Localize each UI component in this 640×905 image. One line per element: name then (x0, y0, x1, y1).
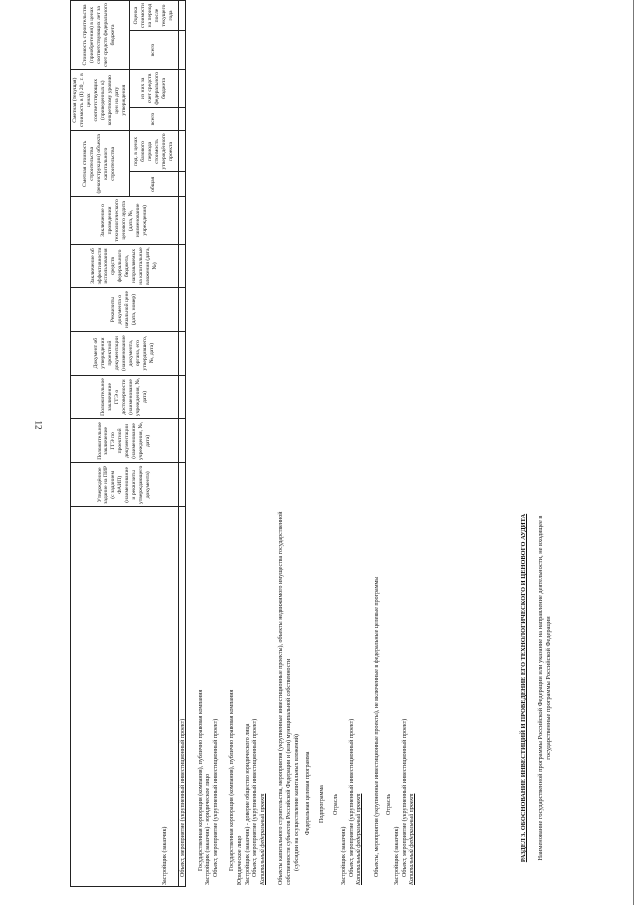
header-3: Положительное заключение ГГЭ о достоверности (наименование учреждения, №, дата) (71, 375, 179, 419)
row-label: Федеральная целевая программа (305, 751, 312, 835)
row-label: Объект, мероприятие (укрупненный инвестиционный проект) (252, 718, 259, 877)
row-label: Капитальный федеральный проект (356, 793, 363, 885)
row-label: Объекты, мероприятия (укрупненные инвестиционные проекты), не включенные в федеральные целевые программы (374, 576, 381, 877)
header-row (71, 1, 130, 887)
subheader-smeta-base: под. в ценах базового периода стоимость утверждённого проекта (129, 131, 178, 172)
body-cell-4 (178, 375, 185, 419)
row-label: Капитальный федеральный проект (260, 793, 267, 885)
subheader-current-total: всего (129, 107, 178, 131)
subheader-cost-total: всего (129, 31, 178, 70)
section-heading: РАЗДЕЛ 3. ОБОСНОВАНИЕ ИНВЕСТИЦИЙ И ПРОВЕДЕНИЕ ЕГО ТЕХНОЛОГИЧЕСКОГО И ЦЕНОВОГО АУДИТА (520, 513, 527, 863)
row-label: (субсидии на осуществление капитальных вложений) (293, 734, 300, 871)
subheader-current-fed: из них за счет средств федерального бюджета (129, 69, 178, 107)
row-label: Капитальный федеральный проект (409, 793, 416, 885)
page-number: 12 (33, 420, 44, 430)
body-cell-7 (178, 244, 185, 288)
row-label: Объект, мероприятие (укрупненный инвестиционный проект) (179, 718, 186, 877)
section-3 (520, 493, 554, 883)
body-cell-11 (178, 107, 185, 131)
row-label: Отрасль (332, 793, 339, 815)
body-cell-13 (178, 31, 185, 70)
body-cell-14 (178, 1, 185, 31)
row-label: Государственная корпорация (компания), публично правовая компания (197, 689, 204, 871)
row-label: Объекты капитального строительства, мероприятия (укрупненные инвестиционные проекты), объекты недвижимого имущества государственной собственности субъектов Российской Федерации и (или) муниципальной собственности (277, 511, 292, 885)
body-cell-10 (178, 131, 185, 172)
body-cell-6 (178, 288, 185, 331)
section-paragraph: Наименование государственной программы Российской Федерации или указание на направление деятельности, не входящее в государственные программы Российской Федерации (536, 515, 553, 861)
header-10: Стоимость строительства (приобретения) в ценах соответствующих лет за счет средств федерального бюджета (71, 1, 130, 70)
header-7: Заключение о проведении технологического ценового аудита (дата, №, наименование учреждения) (71, 197, 179, 244)
subheader-cost-after: Оценка стоимости на период после текущего года (129, 1, 178, 31)
header-4: Документ об утверждении проектной документации (наименование документа, органа, его утвердившего, №, дата) (71, 331, 179, 375)
header-9: Сметная (текущая) стоимость в (I) 20_ г. в ценах соответствующих (приведенных к) конкретному уровню цен на дату утверждения (71, 69, 130, 130)
body-cell-9 (178, 172, 185, 197)
body-cell-3 (178, 419, 185, 463)
row-label: Отрасль (385, 793, 392, 815)
header-2: Положительное заключение ГГЭ по проектной документации (наименование учреждения, №, дата) (71, 419, 179, 463)
row-label: Объект, мероприятие (укрупненный инвестиционный проект) (348, 718, 355, 877)
body-cell-5 (178, 331, 185, 375)
header-5: Реквизиты документа о начальной цене (дата, номер) (71, 288, 179, 331)
subheader-smeta-total: общая (129, 172, 178, 197)
row-label: Застройщик (заказчик) - юридическое лицо (205, 773, 212, 885)
row-labels (162, 490, 417, 885)
row-label: Застройщик (заказчик) (162, 826, 168, 885)
bottom-edge-line (633, 0, 634, 905)
body-cell-8 (178, 197, 185, 244)
header-8: Сметная стоимость строительства (реконструкции) объекта капитального строительства (71, 131, 130, 197)
header-6: Заключение об эффективности использования средств федерального бюджета, направляемых на капитальные вложения (дата, №) (71, 244, 179, 288)
row-label: Застройщик (заказчик) (340, 826, 347, 885)
row-label: Объект, мероприятие (укрупненный инвестиционный проект) (213, 718, 220, 877)
body-cell-12 (178, 69, 185, 107)
row-label: Юридическое лицо (236, 835, 243, 885)
row-label: Государственная корпорация (компания), публично правовая компания (228, 689, 235, 871)
row-label: Объект, мероприятие (укрупненный инвестиционный проект) (401, 718, 408, 877)
header-1: Утверждённое задание на ПИР (с заданием ФАИП) (наименование и реквизиты утверждающего документа) (71, 463, 179, 507)
row-label: Застройщик (заказчик) (393, 826, 400, 885)
row-label: Подпрограмма (319, 785, 326, 823)
row-label: Застройщик (заказчик) - доверие общество юридического лица (244, 723, 251, 885)
